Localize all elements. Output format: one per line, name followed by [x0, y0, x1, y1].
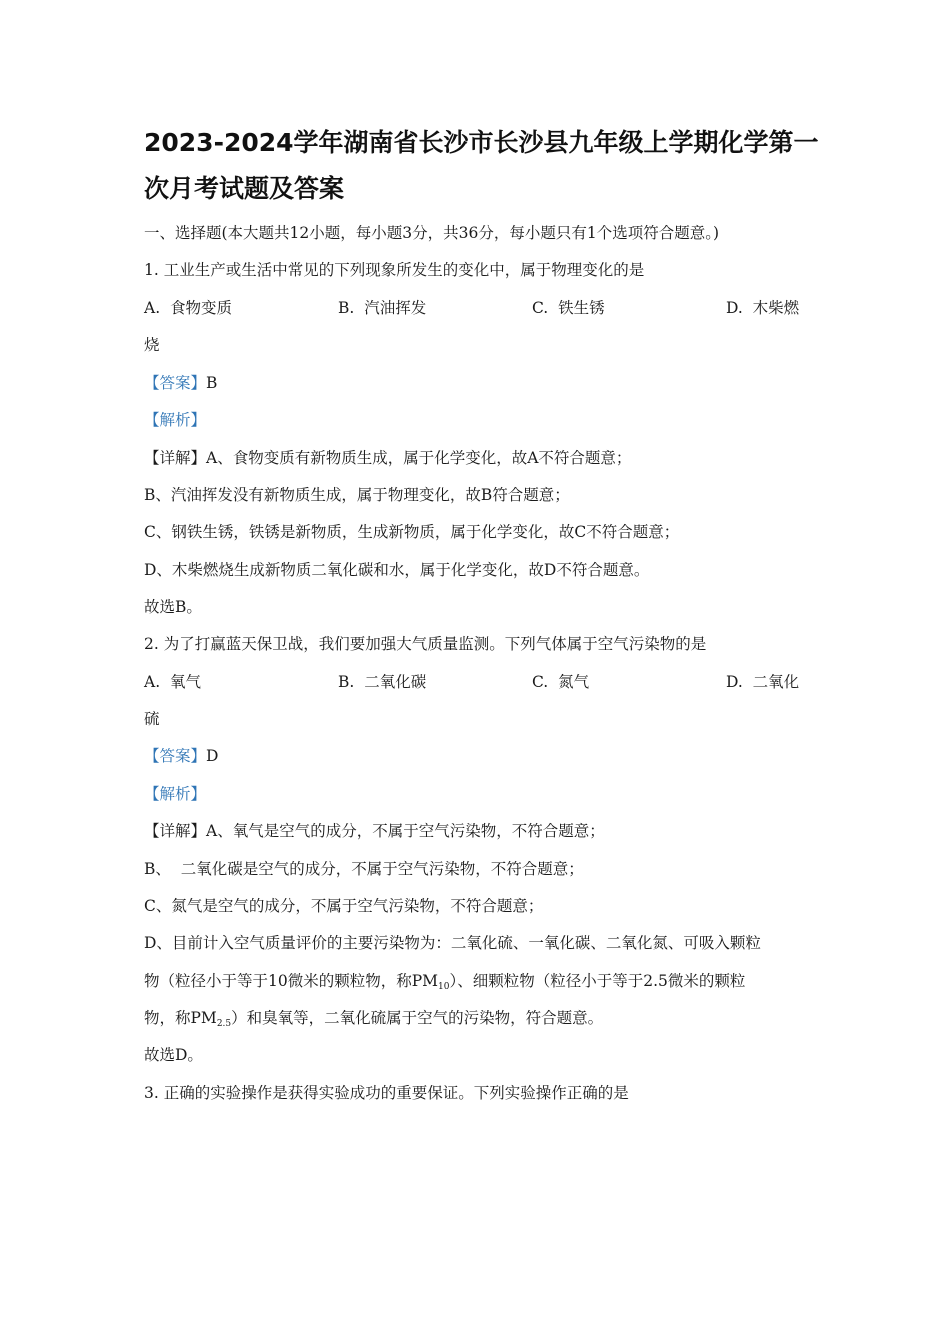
detail-label: 【详解】 — [144, 449, 207, 467]
q2-option-b — [338, 671, 426, 693]
answer-value: B — [206, 374, 218, 392]
option-text: 二氧化碳 — [364, 673, 427, 691]
q1-option-d — [726, 297, 799, 319]
q2-detail-c: C、氮气是空气的成分，不属于空气污染物，不符合题意； — [144, 897, 544, 915]
q2-detail-d-line-1: D、目前计入空气质量评价的主要污染物为：二氧化硫、一氧化碳、二氧化氮、可吸入颗粒 — [144, 934, 761, 952]
option-letter: B. — [338, 299, 355, 317]
answer-value: D — [206, 747, 219, 765]
q1-option-c — [532, 297, 605, 319]
option-text: 氧气 — [169, 673, 201, 691]
q2-option-d-wrap: 硫 — [144, 710, 160, 728]
option-text: 二氧化 — [752, 673, 800, 691]
document-title-line-1: 2023-2024学年湖南省长沙市长沙县九年级上学期化学第一 — [144, 128, 819, 157]
text-run: ）和臭氧等，二氧化硫属于空气的污染物，符合题意。 — [231, 1009, 604, 1027]
detail-text: A、氧气是空气的成分，不属于空气污染物，不符合题意； — [206, 822, 605, 840]
q2-detail-d-line-2 — [144, 970, 816, 998]
text-run: ）、细颗粒物（粒径小于等于2.5微米的颗粒 — [449, 972, 746, 990]
option-text: 汽油挥发 — [364, 299, 427, 317]
q1-detail-b: B、汽油挥发没有新物质生成，属于物理变化，故B符合题意； — [144, 486, 570, 504]
q2-answer — [144, 745, 816, 767]
option-text: 氮气 — [558, 673, 590, 691]
text-run: 物（粒径小于等于10微米的颗粒物，称PM — [144, 972, 439, 990]
option-text: 铁生锈 — [558, 299, 605, 317]
option-letter: D. — [726, 299, 743, 317]
q1-analysis-label: 【解析】 — [144, 411, 207, 429]
pm25-subscript: 2.5 — [216, 1019, 232, 1029]
q1-detail-c: C、钢铁生锈，铁锈是新物质，生成新物质，属于化学变化，故C不符合题意； — [144, 523, 680, 541]
answer-label: 【答案】 — [144, 747, 207, 765]
q2-conclusion: 故选D。 — [144, 1046, 203, 1064]
q1-answer — [144, 372, 816, 394]
option-letter: B. — [338, 673, 355, 691]
option-letter: D. — [726, 673, 743, 691]
q2-detail-d-line-3 — [144, 1007, 816, 1035]
q2-option-a — [144, 671, 201, 693]
option-letter: C. — [532, 299, 549, 317]
section-header: 一、选择题(本大题共12小题，每小题3分，共36分，每小题只有1个选项符合题意。) — [144, 224, 720, 242]
option-letter: A. — [144, 299, 161, 317]
detail-text: A、食物变质有新物质生成，属于化学变化，故A不符合题意； — [206, 449, 632, 467]
q2-analysis-label: 【解析】 — [144, 785, 207, 803]
q1-option-d-wrap: 烧 — [144, 336, 160, 354]
detail-label: 【详解】 — [144, 822, 207, 840]
q1-option-a — [144, 297, 232, 319]
question-1-stem: 1. 工业生产或生活中常见的下列现象所发生的变化中，属于物理变化的是 — [144, 261, 645, 279]
option-text: 木柴燃 — [752, 299, 800, 317]
q2-detail-b: B、 二氧化碳是空气的成分，不属于空气污染物，不符合题意； — [144, 860, 584, 878]
option-letter: C. — [532, 673, 549, 691]
q1-conclusion: 故选B。 — [144, 598, 202, 616]
q2-detail-a — [144, 820, 816, 842]
q1-option-b — [338, 297, 426, 319]
question-3-stem: 3. 正确的实验操作是获得实验成功的重要保证。下列实验操作正确的是 — [144, 1084, 629, 1102]
answer-label: 【答案】 — [144, 374, 207, 392]
option-letter: A. — [144, 673, 161, 691]
pm10-subscript: 10 — [438, 982, 450, 992]
text-run: 物，称PM — [144, 1009, 217, 1027]
option-text: 食物变质 — [169, 299, 232, 317]
q2-option-c — [532, 671, 589, 693]
document-title-line-2: 次月考试题及答案 — [144, 174, 345, 203]
q1-detail-a — [144, 447, 816, 469]
q1-detail-d: D、木柴燃烧生成新物质二氧化碳和水，属于化学变化，故D不符合题意。 — [144, 561, 650, 579]
q2-option-d — [726, 671, 799, 693]
question-2-stem: 2. 为了打赢蓝天保卫战，我们要加强大气质量监测。下列气体属于空气污染物的是 — [144, 635, 707, 653]
